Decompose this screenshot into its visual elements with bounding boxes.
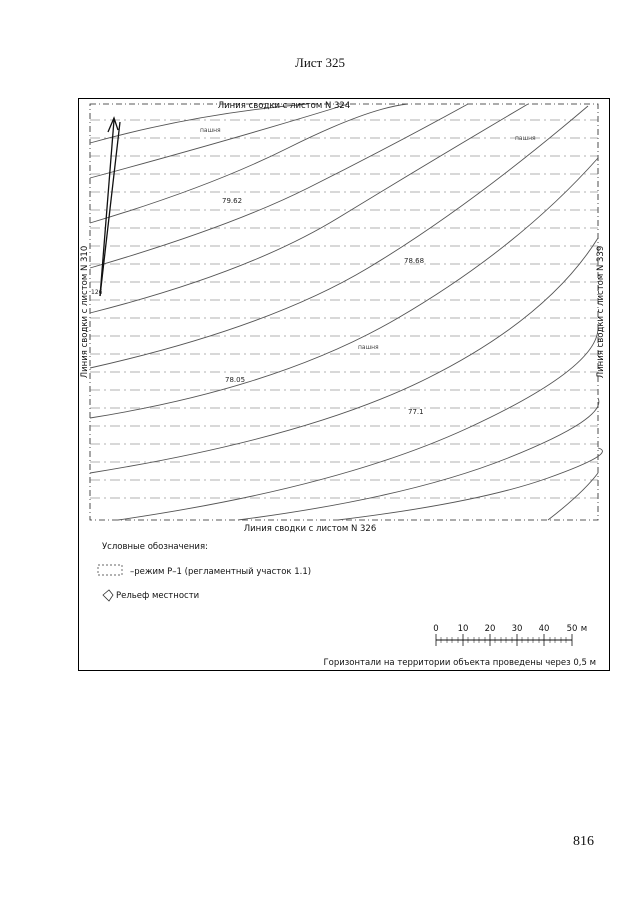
contour-icon [103,590,113,601]
scale-tick-label: 40 [538,624,550,634]
border-label-bottom: Линия сводки с листом N 326 [243,524,377,534]
elevation-label: 78.05 [225,376,246,384]
north-arrow-icon [100,118,120,296]
field-lines [90,120,598,498]
scale-tick-label: 10 [457,624,469,634]
page-number: 816 [573,834,594,849]
elevation-label: 79.62 [222,197,243,205]
scale-tick-label: 0 [433,624,439,634]
map-canvas [78,98,610,671]
scale-tick-label: 50 [566,624,578,634]
map-boundary [90,104,598,520]
land-label: пашня [358,344,379,351]
land-label: пашня [515,135,536,142]
land-label: пашня [200,127,221,134]
dotted-rectangle-icon [98,565,122,575]
contour-note: Горизонтали на территории объекта проведены через 0,5 м [323,658,596,668]
legend-title: Условные обозначения: [102,542,208,552]
elevation-label: 77.1 [408,408,424,416]
scale-tick-label: 20 [484,624,496,634]
border-label-left: Линия сводки с листом N 310 [80,245,90,379]
elevation-label: 78.68 [404,257,425,265]
legend-item-label: Рельеф местности [116,591,200,601]
scale-bar [433,624,587,646]
legend-item-label: –режим Р–1 (регламентный участок 1.1) [130,567,312,577]
elevation-label: 126 [91,289,103,296]
border-label-right: Линия сводки с листом N 339 [596,245,606,379]
scale-unit: м [580,624,588,634]
contour-lines [90,104,602,520]
sheet-title: Лист 325 [295,55,345,70]
legend [98,542,311,601]
border-label-top: Линия сводки с листом N 324 [217,101,351,111]
scale-tick-label: 30 [511,624,523,634]
